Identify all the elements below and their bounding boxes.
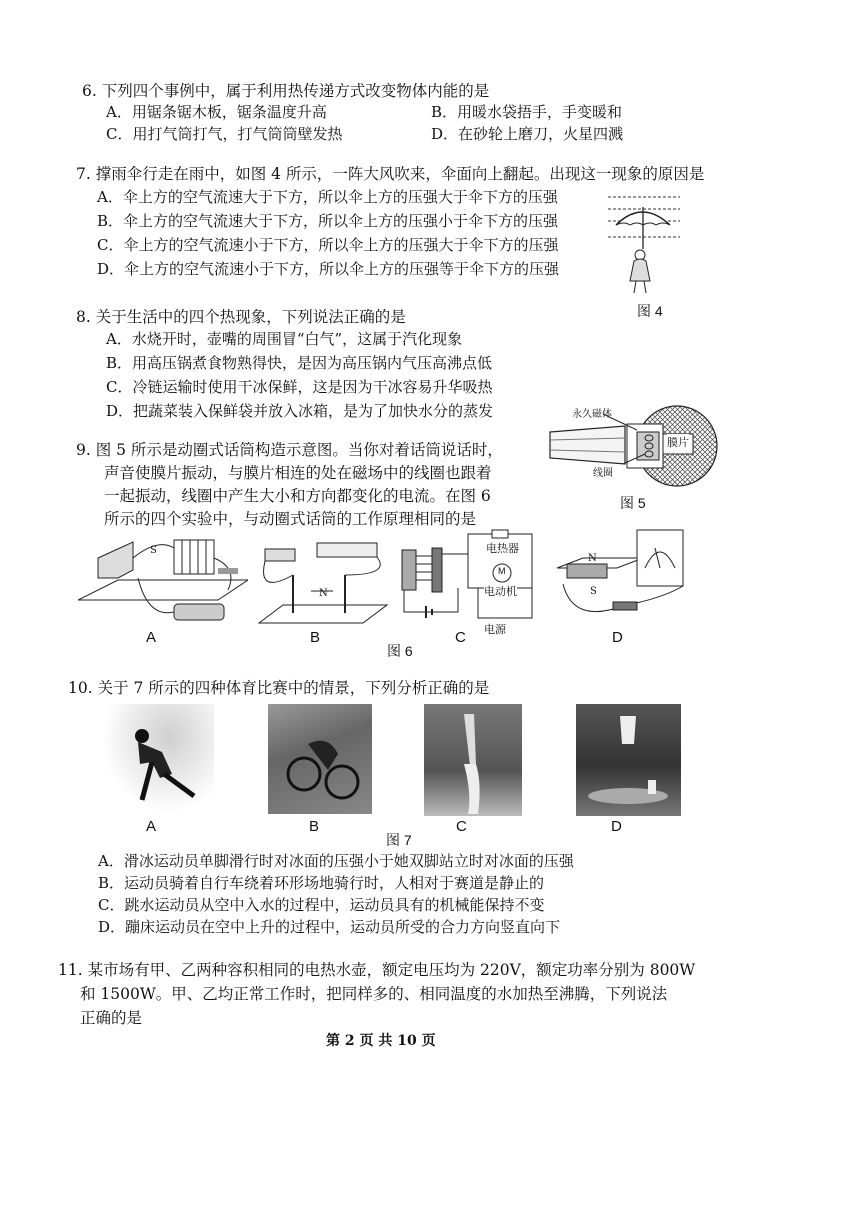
q8-option-d: D．把蔬菜装入保鲜袋并放入冰箱，是为了加快水分的蒸发 <box>106 402 494 420</box>
q10-option-c: C．跳水运动员从空中入水的过程中，运动员具有的机械能保持不变 <box>98 896 545 914</box>
q9-line-2: 声音使膜片振动，与膜片相连的处在磁场中的线圈也跟着 <box>104 464 492 482</box>
q10-option-a: A．滑冰运动员单脚滑行时对冰面的压强小于她双脚站立时对冰面的压强 <box>98 852 574 870</box>
fig6-d-n-label: N <box>588 553 597 564</box>
q7-option-d: D．伞上方的空气流速小于下方，所以伞上方的压强等于伞下方的压强 <box>97 260 560 278</box>
q6-option-c: C．用打气筒打气，打气筒筒壁发热 <box>106 125 343 143</box>
q7-stem: 7. 撑雨伞行走在雨中，如图 4 所示，一阵大风吹来，伞面向上翻起。出现这一现象的原因是 <box>76 165 705 183</box>
fig6-a-s-label: S <box>150 545 157 556</box>
fig6-label-a: A <box>146 629 157 646</box>
q6-option-d: D．在砂轮上磨刀，火星四溅 <box>431 125 624 143</box>
q8-option-b: B．用高压锅煮食物熟得快，是因为高压锅内气压高沸点低 <box>106 354 493 372</box>
fig6-label-c: C <box>455 629 466 646</box>
q8-option-a: A．水烧开时，壶嘴的周围冒“白气”，这属于汽化现象 <box>106 330 463 348</box>
cyclist-photo <box>268 704 372 814</box>
fig6-c-motor-m: M <box>498 566 506 576</box>
q10-stem: 10. 关于 7 所示的四种体育比赛中的情景，下列分析正确的是 <box>68 679 490 697</box>
fig7-caption: 图 7 <box>386 832 412 848</box>
q9-line-1: 9. 图 5 所示是动圈式话筒构造示意图。当你对着话筒说话时， <box>76 441 503 459</box>
q11-line-3: 正确的是 <box>80 1009 143 1027</box>
diver-photo <box>424 704 522 816</box>
q9-line-3: 一起振动，线圈中产生大小和方向都变化的电流。在图 6 <box>104 487 491 505</box>
q7-option-b: B．伞上方的空气流速大于下方，所以伞上方的压强小于伞下方的压强 <box>97 212 559 230</box>
fig6-caption: 图 6 <box>387 643 413 659</box>
q7-option-a: A．伞上方的空气流速大于下方，所以伞上方的压强大于伞下方的压强 <box>97 188 558 206</box>
q6-option-a: A．用锯条锯木板，锯条温度升高 <box>106 103 327 121</box>
q10-option-b: B．运动员骑着自行车绕着环形场地骑行时，人相对于赛道是静止的 <box>98 874 545 892</box>
speed-skater-photo <box>102 704 214 814</box>
trampoline-photo <box>576 704 681 816</box>
page-footer: 第 2 页 共 10 页 <box>326 1033 436 1049</box>
q9-line-4: 所示的四个实验中，与动圈式话筒的工作原理相同的是 <box>104 510 477 528</box>
fig6-d-s-label: S <box>590 586 597 597</box>
q6-option-b: B．用暖水袋捂手，手变暖和 <box>431 103 623 121</box>
q10-option-d: D．蹦床运动员在空中上升的过程中，运动员所受的合力方向竖直向下 <box>98 918 561 936</box>
q8-option-c: C．冷链运输时使用干冰保鲜，这是因为干冰容易升华吸热 <box>106 378 493 396</box>
fig7-label-a: A <box>146 818 157 835</box>
fig6-b-n-label: N <box>319 588 328 599</box>
fig5-label-coil: 线圈 <box>593 468 613 479</box>
fig6-c-source-label: 电源 <box>484 624 506 636</box>
fig4-caption: 图 4 <box>637 303 663 319</box>
fig5-label-diaphragm: 膜片 <box>667 436 689 449</box>
fig5-label-magnet: 永久磁体 <box>572 409 612 420</box>
fig7-label-c: C <box>456 818 467 835</box>
fig6-c-motor-label: 电动机 <box>484 583 517 599</box>
fig5-caption: 图 5 <box>620 495 646 511</box>
fig6-experiment-a <box>78 528 248 628</box>
q11-line-1: 11. 某市场有甲、乙两种容积相同的电热水壶，额定电压均为 220V，额定功率分别为 800W <box>58 961 696 979</box>
fig6-c-heater-label: 电热器 <box>486 540 519 556</box>
fig6-label-d: D <box>612 629 623 646</box>
fig7-label-b: B <box>309 818 320 835</box>
q6-stem: 6. 下列四个事例中，属于利用热传递方式改变物体内能的是 <box>82 82 490 100</box>
fig6-label-b: B <box>310 629 321 646</box>
q11-line-2: 和 1500W。甲、乙均正常工作时，把同样多的、相同温度的水加热至沸腾，下列说法 <box>80 985 668 1003</box>
q7-option-c: C．伞上方的空气流速小于下方，所以伞上方的压强大于伞下方的压强 <box>97 236 559 254</box>
fig6-experiment-d <box>553 528 698 628</box>
fig6-experiment-b <box>253 535 393 630</box>
fig7-label-d: D <box>611 818 622 835</box>
q8-stem: 8. 关于生活中的四个热现象，下列说法正确的是 <box>76 308 406 326</box>
umbrella-figure <box>604 185 684 297</box>
